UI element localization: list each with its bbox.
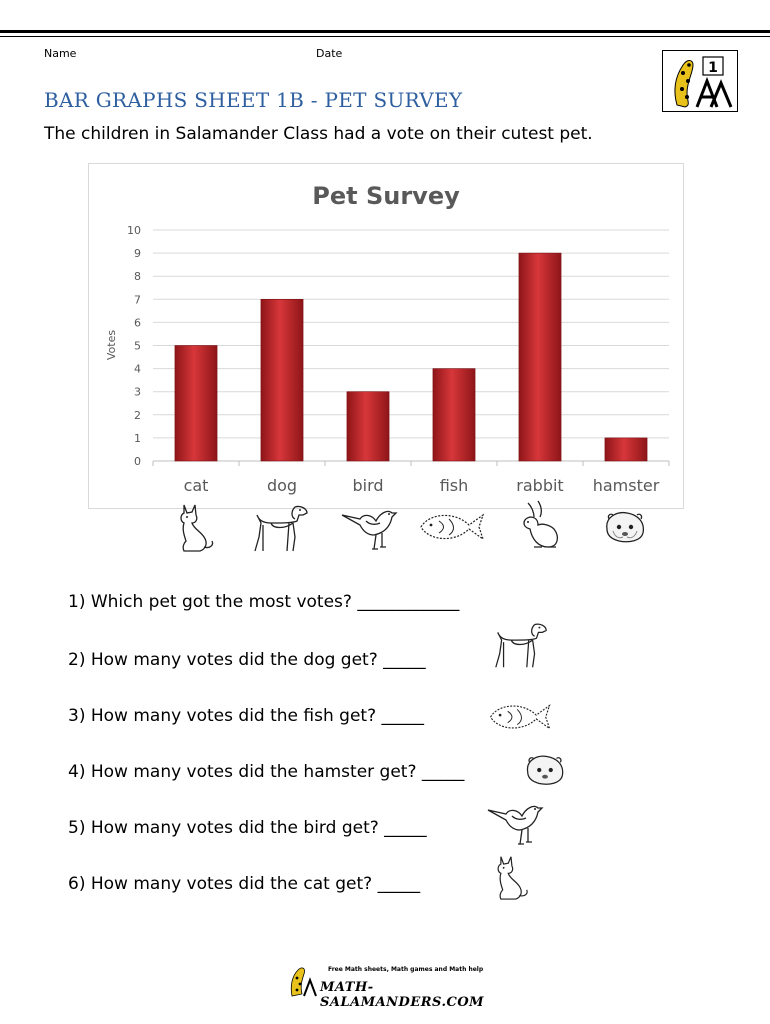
cat-icon [152, 498, 238, 556]
y-tick-label: 4 [134, 362, 141, 376]
rabbit-icon [496, 498, 582, 556]
question-3: 3) How many votes did the fish get? _____ [68, 706, 425, 726]
question-6: 6) How many votes did the cat get? _____ [68, 874, 421, 894]
fish-icon [486, 698, 556, 740]
name-label: Name [44, 47, 77, 60]
hamster-icon [582, 498, 668, 556]
bar-dog [261, 299, 303, 461]
date-label: Date [316, 47, 343, 60]
question-1: 1) Which pet got the most votes? ____________ [68, 592, 460, 612]
salamander-logo [662, 50, 738, 112]
pet-survey-chart [88, 163, 684, 509]
y-tick-label: 7 [134, 293, 141, 307]
chart-title: Pet Survey [312, 182, 460, 210]
x-tick-label: hamster [592, 476, 660, 495]
bar-rabbit [519, 253, 561, 461]
y-axis-label: Votes [105, 329, 118, 361]
x-tick-label: fish [439, 476, 469, 495]
x-tick-label: dog [266, 476, 298, 495]
bar-cat [175, 346, 217, 462]
bird-icon [482, 794, 544, 854]
pet-icon-row [152, 498, 672, 558]
question-2: 2) How many votes did the dog get? _____ [68, 650, 426, 670]
hamster-icon [520, 750, 570, 794]
y-tick-label: 1 [134, 431, 141, 445]
y-tick-label: 2 [134, 408, 141, 422]
bar-hamster [605, 438, 647, 461]
salamander-footer-icon [286, 964, 320, 998]
dog-icon [490, 616, 552, 676]
cat-icon [488, 850, 534, 908]
fish-icon [410, 498, 496, 556]
question-4: 4) How many votes did the hamster get? _____ [68, 762, 465, 782]
y-tick-label: 5 [134, 339, 141, 353]
y-tick-label: 0 [134, 455, 141, 468]
logo-badge: 1 [708, 60, 718, 76]
x-tick-label: cat [183, 476, 209, 495]
salamander-logo-icon [663, 51, 737, 111]
x-tick-label: rabbit [516, 476, 564, 495]
bar-fish [433, 369, 475, 461]
y-tick-label: 9 [134, 247, 141, 261]
question-5: 5) How many votes did the bird get? _____ [68, 818, 427, 838]
dog-icon [238, 498, 324, 556]
y-tick-label: 3 [134, 385, 141, 399]
y-tick-label: 10 [127, 224, 141, 237]
bird-icon [324, 498, 410, 556]
y-tick-label: 6 [134, 316, 141, 330]
y-tick-label: 8 [134, 270, 141, 284]
footer-site: MATH-SALAMANDERS.COM [320, 980, 485, 1010]
top-rule-thin [0, 36, 770, 37]
x-tick-label: bird [352, 476, 384, 495]
sheet-title: BAR GRAPHS SHEET 1B - PET SURVEY [44, 88, 463, 112]
top-rule-thick [0, 30, 770, 33]
footer-logo [286, 962, 486, 1010]
chart-svg [89, 164, 683, 508]
intro-text: The children in Salamander Class had a vote on their cutest pet. [44, 124, 593, 144]
bar-bird [347, 392, 389, 461]
footer-tagline: Free Math sheets, Math games and Math help [328, 966, 484, 973]
